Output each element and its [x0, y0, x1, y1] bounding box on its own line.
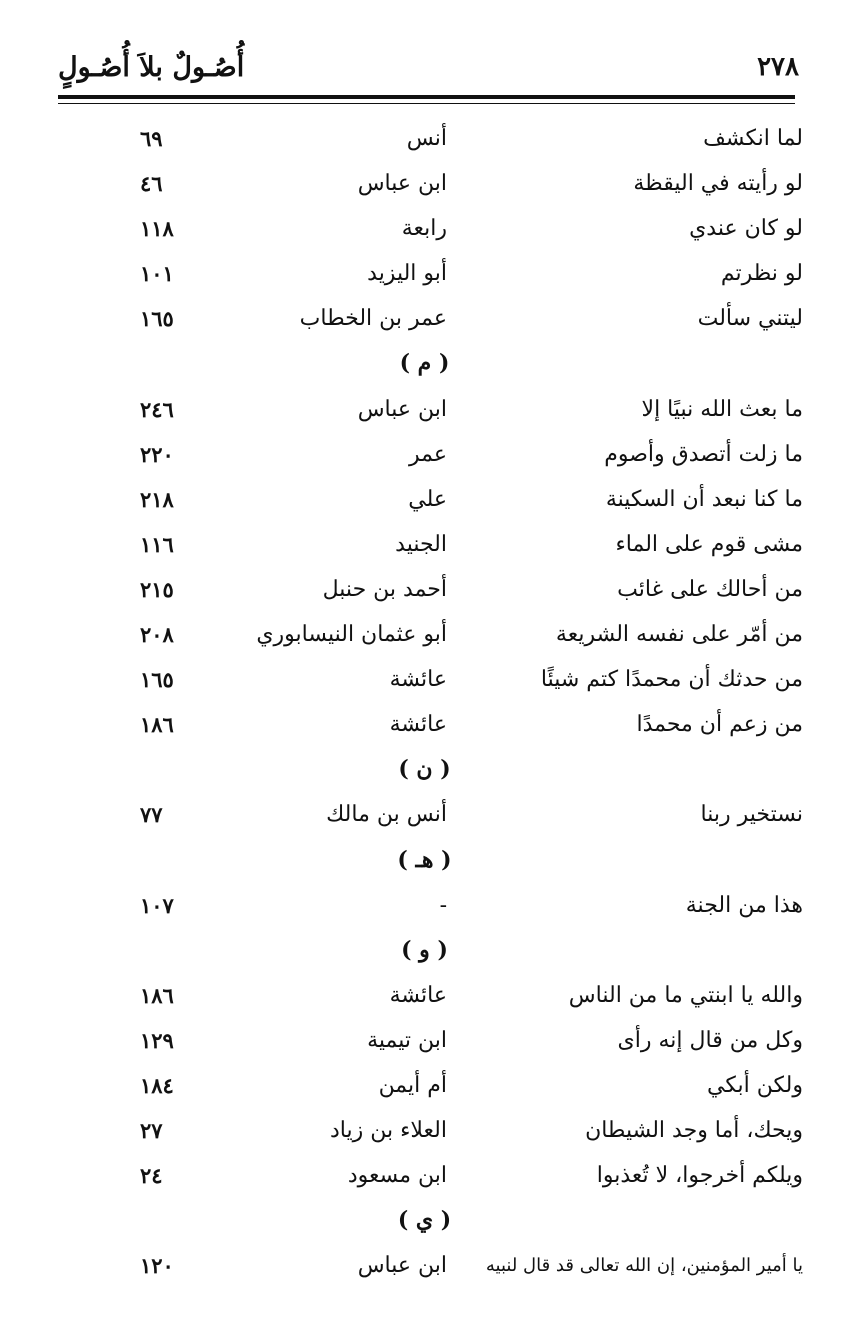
- index-entry-row: [0, 522, 849, 567]
- entry-narrator: أحمد بن حنبل: [322, 576, 447, 602]
- entry-page-ref: ١٢٩: [140, 1027, 174, 1053]
- entry-narrator: عائشة: [389, 667, 447, 693]
- entry-narrator: أنس بن مالك: [326, 802, 447, 828]
- entry-page-ref: ٢٧: [140, 1118, 163, 1144]
- entry-phrase: ويحك، أما وجد الشيطان: [585, 1118, 803, 1144]
- entry-page-ref: ١٠١: [140, 261, 174, 287]
- entry-page-ref: ١٦٥: [140, 667, 174, 693]
- letter-heading: ( ي ): [397, 1207, 452, 1234]
- entry-narrator: -: [439, 892, 447, 918]
- entry-phrase: هذا من الجنة: [685, 892, 803, 918]
- index-entry-row: [0, 116, 849, 161]
- entry-phrase: ويلكم أخرجوا، لا تُعذبوا: [596, 1163, 803, 1189]
- index-entry-row: [0, 792, 849, 837]
- index-entry-row: [0, 883, 849, 928]
- entry-page-ref: ٢٠٨: [140, 622, 174, 648]
- entry-page-ref: ١٨٤: [140, 1072, 174, 1098]
- entry-phrase: مشى قوم على الماء: [615, 531, 803, 557]
- entry-narrator: أم أيمن: [378, 1072, 447, 1098]
- entry-narrator: العلاء بن زياد: [329, 1118, 447, 1144]
- letter-heading: ( م ): [399, 350, 450, 377]
- entry-narrator: ابن عباس: [357, 171, 447, 197]
- entry-phrase: من أحالك على غائب: [617, 576, 803, 602]
- entry-narrator: ابن مسعود: [347, 1163, 447, 1189]
- entry-phrase: ما زلت أتصدق وأصوم: [604, 441, 803, 467]
- entry-phrase: نستخير ربنا: [700, 802, 803, 828]
- page-number: ٢٧٨: [757, 52, 799, 82]
- entry-page-ref: ١٦٥: [140, 306, 174, 332]
- entry-phrase: لو كان عندي: [689, 216, 803, 242]
- entry-narrator: ابن عباس: [357, 1253, 447, 1279]
- entry-phrase: من حدثك أن محمدًا كتم شيئًا: [540, 667, 803, 693]
- entry-page-ref: ١٠٧: [140, 892, 174, 918]
- entry-page-ref: ٢٤٦: [140, 396, 174, 422]
- index-entry-row: [0, 161, 849, 206]
- entry-page-ref: ٢٤: [140, 1163, 163, 1189]
- entry-page-ref: ١٨٦: [140, 982, 174, 1008]
- entry-page-ref: ٢٢٠: [140, 441, 174, 467]
- index-entry-row: [0, 1153, 849, 1198]
- entry-page-ref: ١١٦: [140, 531, 174, 557]
- letter-heading: ( ن ): [398, 756, 451, 783]
- index-entry-row: [0, 1018, 849, 1063]
- letter-heading-row: [0, 341, 849, 386]
- index-entry-row: [0, 251, 849, 296]
- entry-page-ref: ١٨٦: [140, 712, 174, 738]
- entry-phrase: وكل من قال إنه رأى: [617, 1027, 803, 1053]
- entry-narrator: الجنيد: [395, 531, 447, 557]
- entry-phrase: لو نظرتم: [720, 261, 803, 287]
- index-entry-row: [0, 477, 849, 522]
- index-table: [0, 116, 849, 1288]
- header-rule-thin: [58, 103, 795, 104]
- index-entry-row: [0, 1243, 849, 1288]
- entry-page-ref: ٢١٥: [140, 576, 174, 602]
- letter-heading-row: [0, 838, 849, 883]
- index-entry-row: [0, 973, 849, 1018]
- entry-page-ref: ١٢٠: [140, 1253, 174, 1279]
- index-entry-row: [0, 612, 849, 657]
- entry-page-ref: ٢١٨: [140, 486, 174, 512]
- index-entry-row: [0, 1063, 849, 1108]
- header-rule-thick: [58, 95, 795, 99]
- entry-narrator: عمر بن الخطاب: [299, 306, 447, 332]
- letter-heading: ( و ): [401, 936, 448, 963]
- running-title: أُصُـولٌ بلاَ أُصُـولٍ: [58, 52, 245, 83]
- entry-phrase: لما انكشف: [703, 126, 803, 151]
- entry-narrator: أبو عثمان النيسابوري: [256, 622, 447, 648]
- entry-phrase: من أمّر على نفسه الشريعة: [555, 622, 803, 648]
- index-entry-row: [0, 567, 849, 612]
- entry-narrator: عائشة: [389, 982, 447, 1008]
- entry-phrase: ليتني سألت: [697, 306, 803, 332]
- index-entry-row: [0, 296, 849, 341]
- index-entry-row: [0, 1108, 849, 1153]
- index-entry-row: [0, 432, 849, 477]
- index-entry-row: [0, 657, 849, 702]
- index-entry-row: [0, 206, 849, 251]
- entry-narrator: عمر: [409, 441, 447, 467]
- entry-narrator: رابعة: [401, 216, 447, 242]
- letter-heading-row: [0, 747, 849, 792]
- entry-phrase: ولكن أبكي: [707, 1072, 803, 1098]
- letter-heading: ( هـ ): [397, 846, 452, 873]
- entry-narrator: علي: [408, 486, 447, 512]
- entry-narrator: ابن تيمية: [367, 1027, 447, 1053]
- entry-phrase: لو رأيته في اليقظة: [633, 171, 803, 197]
- letter-heading-row: [0, 1198, 849, 1243]
- index-entry-row: [0, 387, 849, 432]
- entry-page-ref: ٦٩: [140, 126, 163, 151]
- entry-phrase: من زعم أن محمدًا: [636, 712, 803, 738]
- entry-phrase: والله يا ابنتي ما من الناس: [568, 982, 803, 1008]
- entry-narrator: أنس: [406, 126, 447, 151]
- entry-narrator: ابن عباس: [357, 396, 447, 422]
- entry-phrase: يا أمير المؤمنين، إن الله تعالى قد قال لنبيه: [485, 1255, 803, 1277]
- index-entry-row: [0, 702, 849, 747]
- entry-narrator: عائشة: [389, 712, 447, 738]
- entry-page-ref: ٤٦: [140, 171, 163, 197]
- entry-page-ref: ٧٧: [140, 802, 163, 828]
- entry-page-ref: ١١٨: [140, 216, 174, 242]
- entry-phrase: ما كنا نبعد أن السكينة: [605, 486, 803, 512]
- entry-phrase: ما بعث الله نبيًا إلا: [641, 396, 803, 422]
- letter-heading-row: [0, 928, 849, 973]
- entry-narrator: أبو اليزيد: [367, 261, 447, 287]
